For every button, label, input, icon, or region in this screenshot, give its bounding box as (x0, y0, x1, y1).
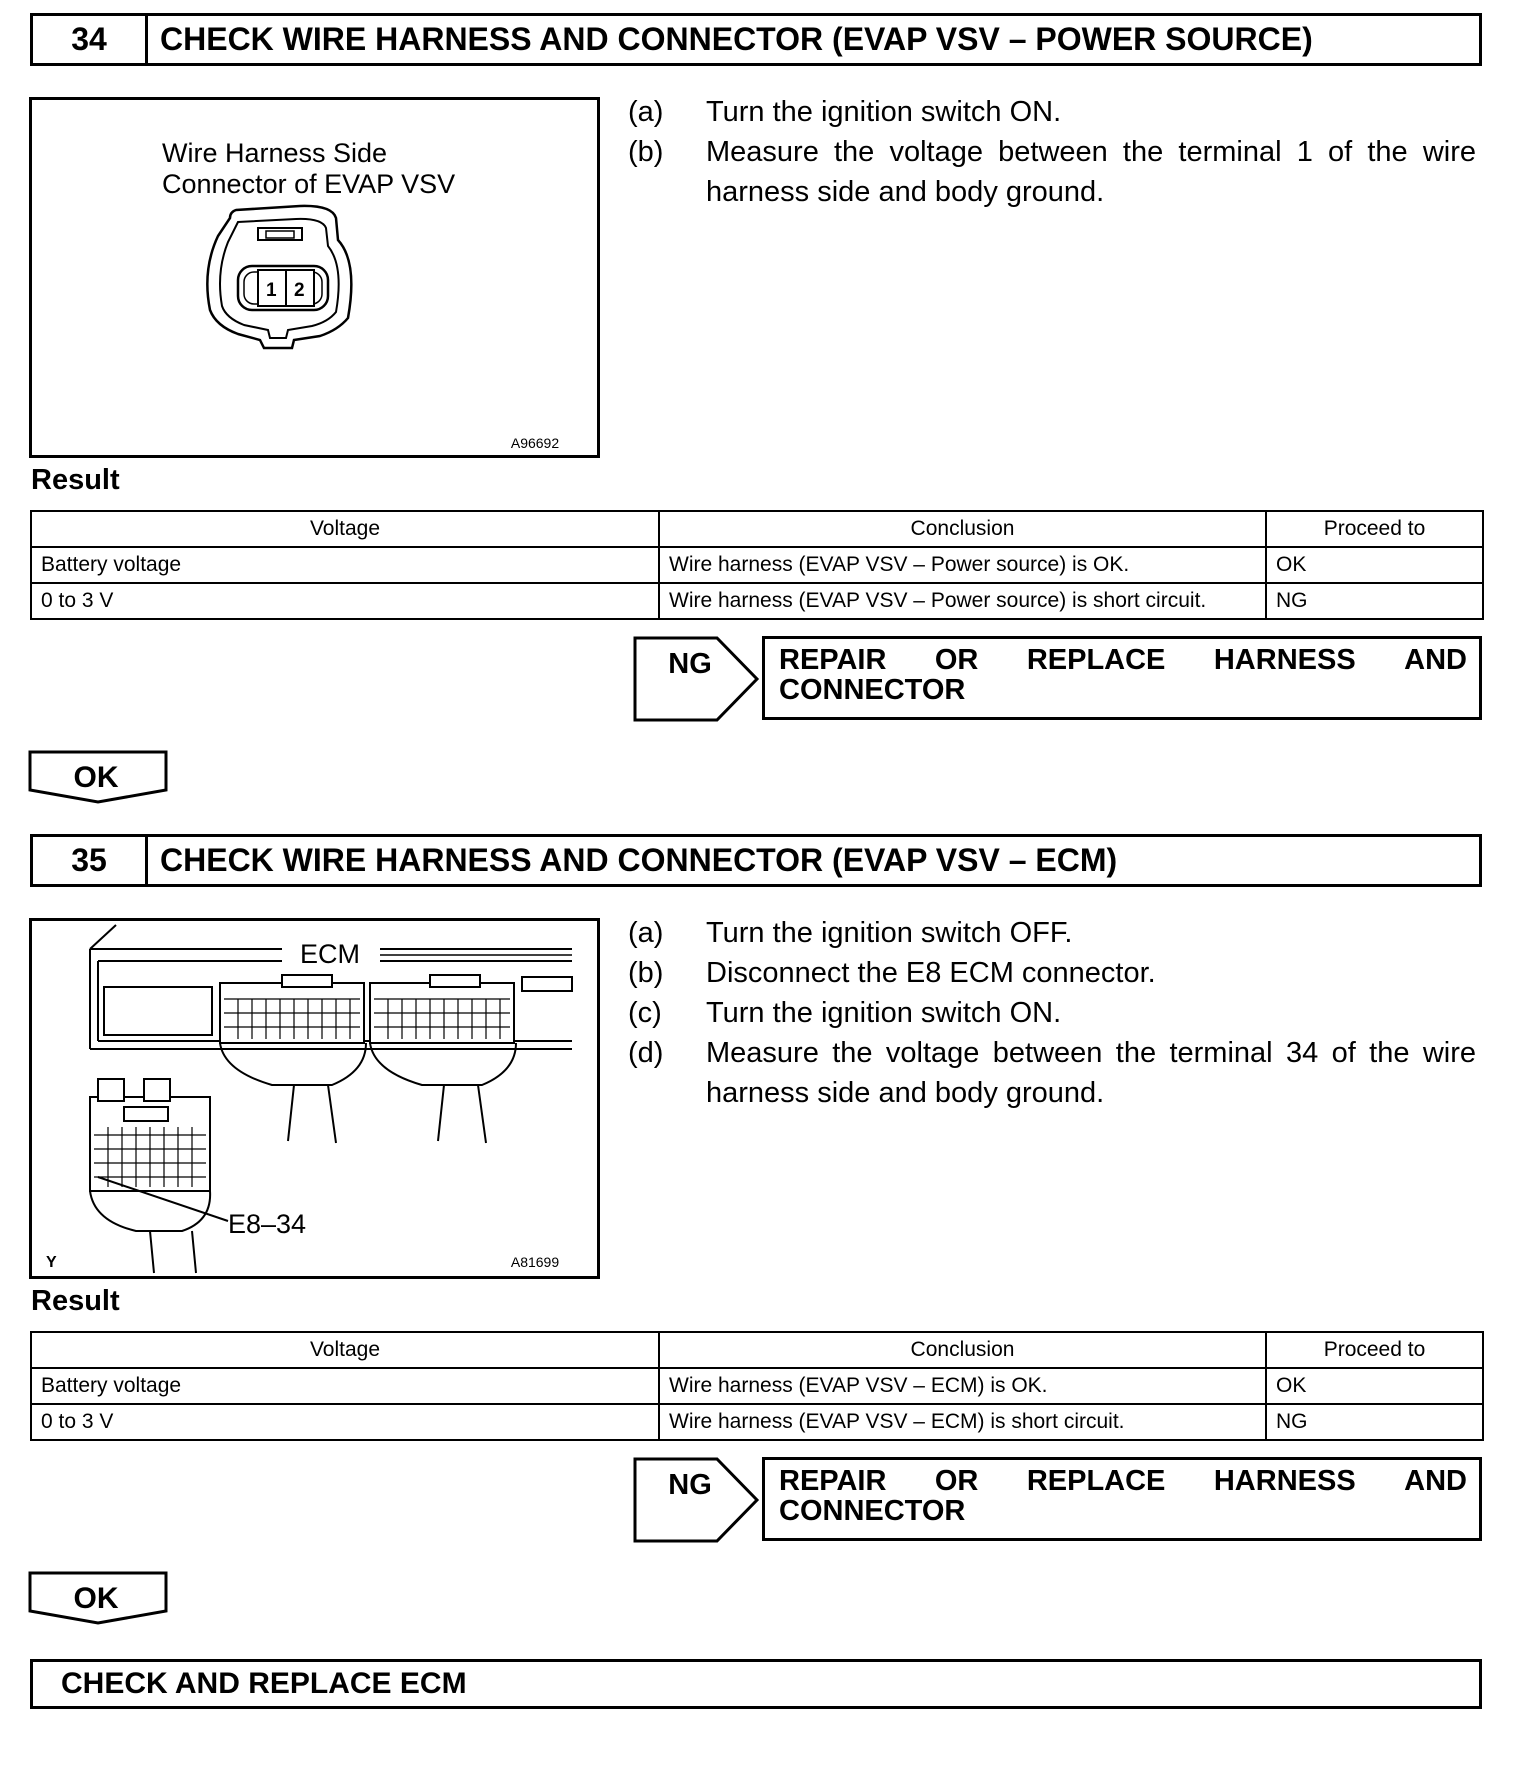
ok-label: OK (73, 761, 119, 794)
table-row (31, 1368, 1483, 1404)
ng-label: NG (668, 648, 712, 680)
step-label: (c) (628, 997, 662, 1029)
table-cell: 0 to 3 V (31, 1404, 659, 1440)
action-word: AND (1404, 1465, 1467, 1497)
connector-latch-inner (266, 231, 294, 238)
section-34-number: 34 (33, 16, 148, 63)
table-cell: Wire harness (EVAP VSV – ECM) is short circuit. (659, 1404, 1266, 1440)
table-cell: Wire harness (EVAP VSV – Power source) is short circuit. (659, 583, 1266, 619)
table-header: Voltage (31, 511, 659, 547)
terminal-1-label: 1 (266, 280, 277, 301)
section-34-result-label: Result (31, 464, 120, 496)
step-text: Disconnect the E8 ECM connector. (706, 957, 1156, 989)
action-word: AND (1404, 644, 1467, 676)
section-34-ok-badge (28, 750, 172, 806)
table-cell: Wire harness (EVAP VSV – ECM) is OK. (659, 1368, 1266, 1404)
section-35-ok-badge (28, 1571, 172, 1627)
table-row (31, 547, 1483, 583)
step-label: (a) (628, 96, 664, 128)
section-35-ng-action (762, 1457, 1482, 1541)
step-text: Turn the ignition switch OFF. (706, 917, 1073, 949)
section-35-step-a (628, 913, 1488, 953)
table-cell: NG (1266, 1404, 1483, 1440)
action-word: HARNESS (1213, 644, 1356, 676)
section-35-step-b (628, 953, 1488, 993)
table-header-row (31, 1332, 1483, 1368)
action-word: REPAIR (779, 1465, 887, 1497)
figure-code: A81699 (510, 1254, 560, 1270)
table-header: Voltage (31, 1332, 659, 1368)
section-35-header (30, 834, 1482, 887)
table-cell: OK (1266, 547, 1483, 583)
action-line2: CONNECTOR (779, 1495, 966, 1527)
table-cell: Wire harness (EVAP VSV – Power source) is OK. (659, 547, 1266, 583)
table-row (31, 583, 1483, 619)
section-35-result-label: Result (31, 1285, 120, 1317)
terminal-label: E8–34 (228, 1209, 307, 1239)
table-header-row (31, 511, 1483, 547)
step-label: (b) (628, 957, 664, 989)
action-line2: CONNECTOR (779, 674, 966, 706)
step-text: Turn the ignition switch ON. (706, 997, 1062, 1029)
section-34-ng-arrow (633, 636, 761, 722)
table-cell: Battery voltage (31, 547, 659, 583)
figure-caption-line2: Connector of EVAP VSV (162, 169, 456, 199)
section-35-result-table (30, 1331, 1484, 1441)
step-label: (b) (628, 136, 664, 168)
table-header: Proceed to (1266, 1332, 1483, 1368)
step-label: (d) (628, 1037, 664, 1069)
action-line1 (779, 645, 1467, 675)
section-34-ng-action (762, 636, 1482, 720)
action-word: OR (934, 644, 979, 676)
section-35-step-c (628, 993, 1488, 1033)
step-text: Measure the voltage between the terminal 1 of the wire harness side and body ground. (706, 136, 1476, 208)
section-34-result-table (30, 510, 1484, 620)
step-label: (a) (628, 917, 664, 949)
section-34-header (30, 13, 1482, 66)
section-34-title: CHECK WIRE HARNESS AND CONNECTOR (EVAP VSV – POWER SOURCE) (160, 21, 1313, 57)
figure-caption-line1: Wire Harness Side (162, 138, 388, 168)
ng-label: NG (668, 1469, 712, 1501)
table-cell: 0 to 3 V (31, 583, 659, 619)
final-step-box: CHECK AND REPLACE ECM (30, 1659, 1482, 1709)
section-34-figure (29, 97, 600, 458)
table-header: Conclusion (659, 511, 1266, 547)
figure-code: A96692 (510, 435, 560, 451)
ecm-window (104, 987, 212, 1035)
section-34-step-b (628, 132, 1488, 212)
table-header: Conclusion (659, 1332, 1266, 1368)
ok-label: OK (73, 1582, 119, 1615)
section-35-ng-arrow (633, 1457, 761, 1543)
section-35-number: 35 (33, 837, 148, 884)
action-word: REPAIR (779, 644, 887, 676)
section-35-step-d (628, 1033, 1488, 1113)
evap-vsv-connector-diagram (32, 100, 597, 455)
table-cell: OK (1266, 1368, 1483, 1404)
action-word: HARNESS (1213, 1465, 1356, 1497)
ecm-connector-diagram (32, 921, 597, 1276)
step-text: Measure the voltage between the terminal 34 of the wire harness side and body ground. (706, 1037, 1476, 1109)
ecm-label: ECM (300, 939, 360, 969)
table-cell: NG (1266, 583, 1483, 619)
action-word: REPLACE (1026, 644, 1166, 676)
action-word: REPLACE (1026, 1465, 1166, 1497)
action-line1 (779, 1466, 1467, 1496)
section-35-title: CHECK WIRE HARNESS AND CONNECTOR (EVAP VSV – ECM) (160, 842, 1118, 878)
table-cell: Battery voltage (31, 1368, 659, 1404)
terminal-2-label: 2 (294, 280, 305, 301)
table-row (31, 1404, 1483, 1440)
table-header: Proceed to (1266, 511, 1483, 547)
action-word: OR (934, 1465, 979, 1497)
step-text: Turn the ignition switch ON. (706, 96, 1062, 128)
section-34-step-a (628, 92, 1488, 132)
corner-label: Y (46, 1254, 57, 1271)
section-35-figure (29, 918, 600, 1279)
